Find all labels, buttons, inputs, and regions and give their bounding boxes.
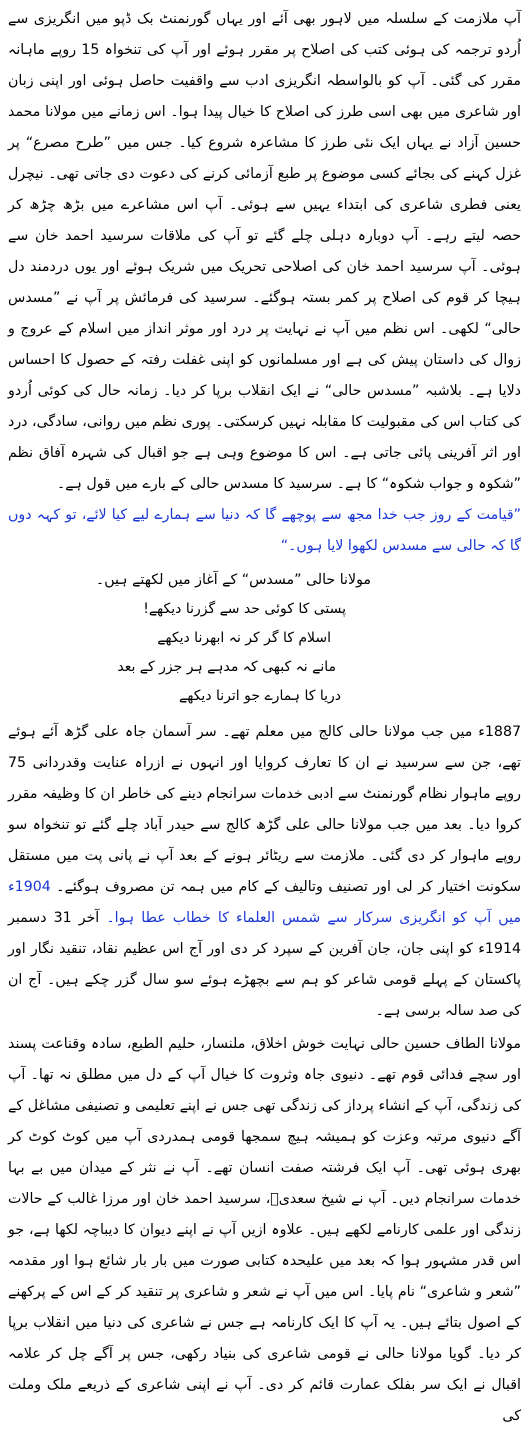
sir-syed-quote: ”قیامت کے روز جب خدا مجھ سے پوچھے گا کہ دنیا سے ہمارے لیے کیا لائے، تو کہہ دوں گا کہ حالی سے مسدس لکھوا لایا ہوں۔“	[8, 507, 521, 554]
paragraph-career-text: 1887ء میں جب مولانا حالی کالج میں معلم تھے۔ سر آسمان جاہ علی گڑھ آئے ہوئے تھے، جن سے سرسید نے ان کا تعارف کروایا اور انہوں نے ازراہ عنایت وقدردانی 75 روپے ماہوار نظام گورنمنٹ سے ادبی خدمات سرانجام دینے کی خاطر ان کا وظیفہ مقرر کروا دیا۔ بعد میں جب مولانا حالی علی گڑھ کالج سے حیدر آباد چلے گئے تو تنخواہ سو روپے ماہوار کر دی گئی۔ ملازمت سے ریٹائر ہونے کے بعد آپ نے پانی پت میں مستقل سکونت اختیار کر لی اور تصنیف وتالیف کے کام میں ہمہ تن مصروف ہوگئے۔	[8, 724, 521, 895]
verse-intro: مولانا حالی ”مسدس“ کے آغاز میں لکھتے ہیں۔	[95, 572, 371, 588]
paragraph-career	[8, 717, 521, 1027]
verse-line-2: اسلام کا گر کر نہ ابھرنا دیکھے	[157, 630, 331, 646]
shams-ul-ulama-highlight: 1904ء میں آپ کو انگریزی سرکار سے شمس العلماء کا خطاب عطا ہوا۔	[8, 879, 521, 926]
verse-line-1: پستی کا کوئی حد سے گزرنا دیکھے!	[143, 601, 346, 617]
paragraph-biography: آپ ملازمت کے سلسلہ میں لاہور بھی آئے اور یہاں گورنمنٹ بک ڈپو میں انگریزی سے اُردو ترجمہ کی ہوئی کتب کی اصلاح پر مقرر ہوئے اور آپ کی تنخواہ 15 روپے ماہانہ مقرر کی گئی۔ آپ کو بالواسطہ انگریزی ادب سے واقفیت حاصل ہوئی اور اپنی زبان اور شاعری میں بھی اسی طرز کی اصلاح کا خیال پیدا ہوا۔ اس زمانے میں مولانا محمد حسین آزاد نے یہاں ایک نئی طرز کا مشاعرہ شروع کیا۔ جس میں ”طرح مصرع“ پر غزل کہنے کی بجائے کسی موضوع پر طبع آزمائی کرنے کی دعوت دی جاتی تھی۔ نیچرل یعنی فطری شاعری کی ابتداء یہیں سے ہوئی۔ آپ اس مشاعرے میں بڑھ چڑھ کر حصہ لیتے رہے۔ آپ دوبارہ دہلی چلے گئے تو آپ کی ملاقات سرسید احمد خان سے ہوئی۔ آپ سرسید احمد خان کی اصلاحی تحریک میں شریک ہوئے اور یوں دردمند دل ہیچا کر قوم کی اصلاح پر کمر بستہ ہوگئے۔ سرسید کی فرمائش پر آپ نے ”مسدس حالی“ لکھی۔ اس نظم میں آپ نے نہایت پر درد اور موثر انداز میں اسلام کے عروج و زوال کی داستان پیش کی ہے اور مسلمانوں کو اپنی غفلت رفتہ کے حصول کا احساس دلایا ہے۔ بلاشبہ ”مسدس حالی“ نے ایک انقلاب برپا کر دیا۔ زمانہ حال کی کوئی اُردو کی کتاب اس کی مقبولیت کا مقابلہ نہیں کرسکتی۔ پوری نظم میں روانی، سادگی، درد اور اثر آفرینی پائی جاتی ہے۔ اس کا موضوع وہی ہے جو اقبال کی شہرہ آفاق نظم ”شکوہ و جواب شکوہ“ کا ہے۔ سرسید کا مسدس حالی کے بارے میں قول ہے۔	[8, 11, 521, 492]
verse-line-4: دریا کا ہمارے جو اترنا دیکھے	[179, 688, 341, 704]
paragraph-death-text: آخر 31 دسمبر 1914ء کو اپنی جان، جان آفرین کے سپرد کر دی اور آج اس عظیم نقاد، تنقید نگار اور پاکستان کے پہلے قومی شاعر کو ہم سے بچھڑے ہوئے سو سال گزر چکے ہیں۔ آج ان کی صد سالہ برسی ہے۔	[8, 910, 521, 1019]
verse-line-3: مانے نہ کبھی کہ مدہے ہر جزر کے بعد	[117, 659, 336, 675]
paragraph-character: مولانا الطاف حسین حالی نہایت خوش اخلاق، ملنسار، حلیم الطبع، سادہ وقناعت پسند اور سچے فدائی قوم تھے۔ دنیوی جاہ وثروت کا خیال آپ کے دل میں مطلق نہ تھا۔ آپ کی زندگی، آپ کے انشاء پرداز کی زندگی تھی جس نے اپنے تعلیمی و تصنیفی مشاغل کے آگے دنیوی مرتبہ وعزت کو ہمیشہ ہیچ سمجھا قومی ہمدردی آپ میں کوٹ کوٹ کر بھری ہوئی تھی۔ آپ ایک فرشتہ صفت انسان تھے۔ آپ نے نثر کے میدان میں بے بہا خدمات سرانجام دیں۔ آپ نے شیخ سعدیؒ، سرسید احمد خان اور مرزا غالب کے حالات زندگی اور علمی کارنامے لکھے ہیں۔ علاوہ ازیں آپ نے اپنے دیوان کا دیباچہ لکھا ہے، جو اس قدر مشہور ہوا کہ بعد میں علیحدہ کتابی صورت میں بار بار شائع ہوا اور مقدمہ ”شعر و شاعری“ نام پایا۔ اس میں آپ نے شعر و شاعری پر تنقید کر کے اس کے پرکھنے کے اصول بتائے ہیں۔ یہ آپ کا ایک کارنامہ ہے جس نے شاعری کی دنیا میں انقلاب برپا کر دیا۔ گویا مولانا حالی نے قومی شاعری کی بنیاد رکھی، جس پر آگے چل کر علامہ اقبال نے ایک سر بفلک عمارت قائم کر دی۔ آپ نے اپنی شاعری کے ذریعے ملک وملت کی	[8, 1036, 521, 1424]
